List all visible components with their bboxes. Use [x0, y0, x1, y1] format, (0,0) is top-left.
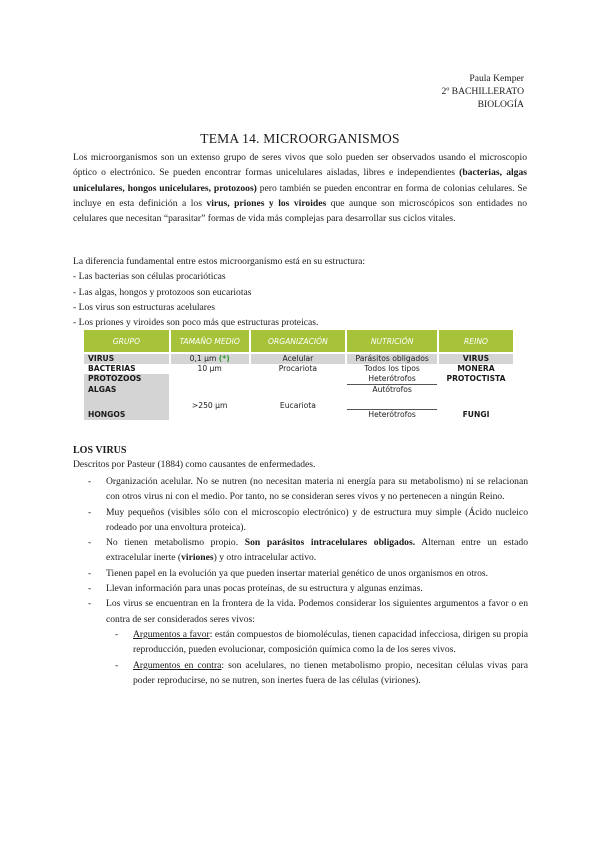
cell-nutricion: Heterótrofos	[346, 374, 438, 385]
arguments-list	[106, 627, 528, 688]
cell-grupo: ALGAS	[84, 385, 170, 410]
intro-paragraph	[73, 150, 527, 226]
page-title: TEMA 14. MICROORGANISMOS	[200, 131, 400, 146]
item-bold: Son parásitos intracelulares obligados.	[244, 537, 416, 549]
item-text: No tienen metabolismo propio.	[106, 537, 245, 549]
item-text: Los virus se encuentran en la frontera de la vida. Podemos considerar los siguientes argumentos a favor o en contra de ser considerados seres vivos:	[106, 598, 528, 625]
cell-reino: FUNGI	[438, 410, 514, 421]
col-header-reino: REINO	[438, 330, 514, 353]
author-name: Paula Kemper	[469, 73, 524, 84]
cell-nutricion: Autótrofos	[346, 385, 438, 410]
intro-text-1: Los microorganismos son un extenso grupo de seres vivos que solo pueden ser observados usando el microscopio óptico o electrónico. Se pueden encontrar formas unicelulares aisladas, libres e independientes	[73, 152, 527, 179]
table-row	[84, 374, 514, 385]
intro-text-3: que aunque son microscópicos son entidades no celulares que necesitan “parasitar” formas de vida más complejas para desarrollar sus ciclos vitales.	[73, 197, 527, 225]
cell-grupo: HONGOS	[84, 410, 170, 421]
list-item: - Tienen papel en la evolución ya que pueden insertar material genético de unos organismos en otros.	[85, 566, 528, 581]
argument-text: : son acelulares, no tienen metabolismo propio, necesitan células vivas para poder reproducirse, no se nutren, son inertes fuera de las células (viriones).	[133, 659, 528, 686]
col-header-organizacion: ORGANIZACIÓN	[250, 330, 347, 353]
item-text: ) y otro intracelular activo.	[213, 552, 317, 564]
cell-org: Procariota	[250, 364, 347, 374]
cell-grupo: BACTERIAS	[84, 364, 170, 374]
item-bold: viriones	[181, 552, 214, 564]
list-item	[85, 535, 528, 566]
course-label: 2º BACHILLERATO	[441, 86, 524, 97]
cell-size-merged: >250 µm	[170, 374, 250, 420]
item-text: Alternan entre un estado extracelular inerte (	[106, 537, 528, 564]
intro-text-2: pero también se pueden encontrar en forma de colonias celulares. Se incluye en esta definición a los	[73, 182, 527, 209]
cell-org: Acelular	[250, 353, 347, 364]
difference-lead: La diferencia fundamental entre estos microorganismo está en su estructura:	[73, 256, 366, 267]
cell-reino-empty	[438, 385, 514, 410]
list-item	[85, 596, 528, 688]
table-row	[84, 364, 514, 374]
intro-bold-2: virus, priones y los viroides	[206, 197, 327, 209]
cell-reino: MONERA	[438, 364, 514, 374]
subject-label: BIOLOGÍA	[477, 99, 524, 110]
section-heading-virus: LOS VIRUS	[73, 445, 127, 456]
microorganism-table	[84, 330, 515, 420]
col-header-nutricion: NUTRICIÓN	[346, 330, 438, 353]
cell-grupo: PROTOZOOS	[84, 374, 170, 385]
virus-intro: Descritos por Pasteur (1884) como causantes de enfermedades.	[73, 459, 316, 470]
footnote-mark: (*)	[218, 354, 230, 363]
cell-org-merged: Eucariota	[250, 374, 347, 420]
col-header-tamano: TAMAÑO MEDIO	[170, 330, 250, 353]
argument-label: Argumentos a favor	[133, 628, 210, 640]
argument-contra	[106, 658, 528, 689]
list-item: - Muy pequeños (visibles sólo con el microscopio electrónico) y de estructura muy simple (Ácido nucleico rodeado por una envoltura proteica).	[85, 505, 528, 536]
cell-reino: PROTOCTISTA	[438, 374, 514, 385]
size-value: 0,1 µm	[189, 354, 217, 363]
cell-nutricion: Todos los tipos	[346, 364, 438, 374]
argument-text: : están compuestos de biomoléculas, tienen capacidad infecciosa, dirigen su propia reproducción, pueden evolucionar, composición química como la de los seres vivos.	[133, 628, 528, 656]
cell-grupo: VIRUS	[84, 353, 170, 364]
header-block	[442, 72, 524, 111]
difference-paragraph	[73, 254, 527, 330]
cell-size: 10 µm	[170, 364, 250, 374]
difference-item: - Los priones y viroides son poco más que estructuras proteicas.	[73, 317, 319, 329]
cell-size	[170, 353, 250, 364]
list-item: - Organización acelular. No se nutren (no necesitan materia ni energía para su metabolismo) ni se relacionan con otros virus ni con el medio. Por tanto, no se consideran seres vivos y no pertenecen a ningún Reino.	[85, 474, 528, 505]
cell-nutricion: Heterótrofos	[346, 410, 438, 421]
difference-item: - Las algas, hongos y protozoos son eucariotas	[73, 286, 252, 298]
cell-reino: VIRUS	[438, 353, 514, 364]
virus-list	[85, 474, 528, 688]
difference-item: - Las bacterias son células procarióticas	[73, 271, 226, 283]
table-row	[84, 353, 514, 364]
list-item: - Llevan información para unas pocas proteínas, de su estructura y algunas enzimas.	[85, 581, 528, 596]
difference-item: - Los virus son estructuras acelulares	[73, 301, 215, 313]
col-header-grupo: GRUPO	[84, 330, 170, 353]
intro-bold-1: (bacterias, algas unicelulares, hongos unicelulares, protozoos)	[73, 167, 527, 194]
table-header-row	[84, 330, 514, 353]
argument-favor	[106, 627, 528, 658]
cell-nutricion: Parásitos obligados	[346, 353, 438, 364]
argument-label: Argumentos en contra	[133, 659, 222, 671]
